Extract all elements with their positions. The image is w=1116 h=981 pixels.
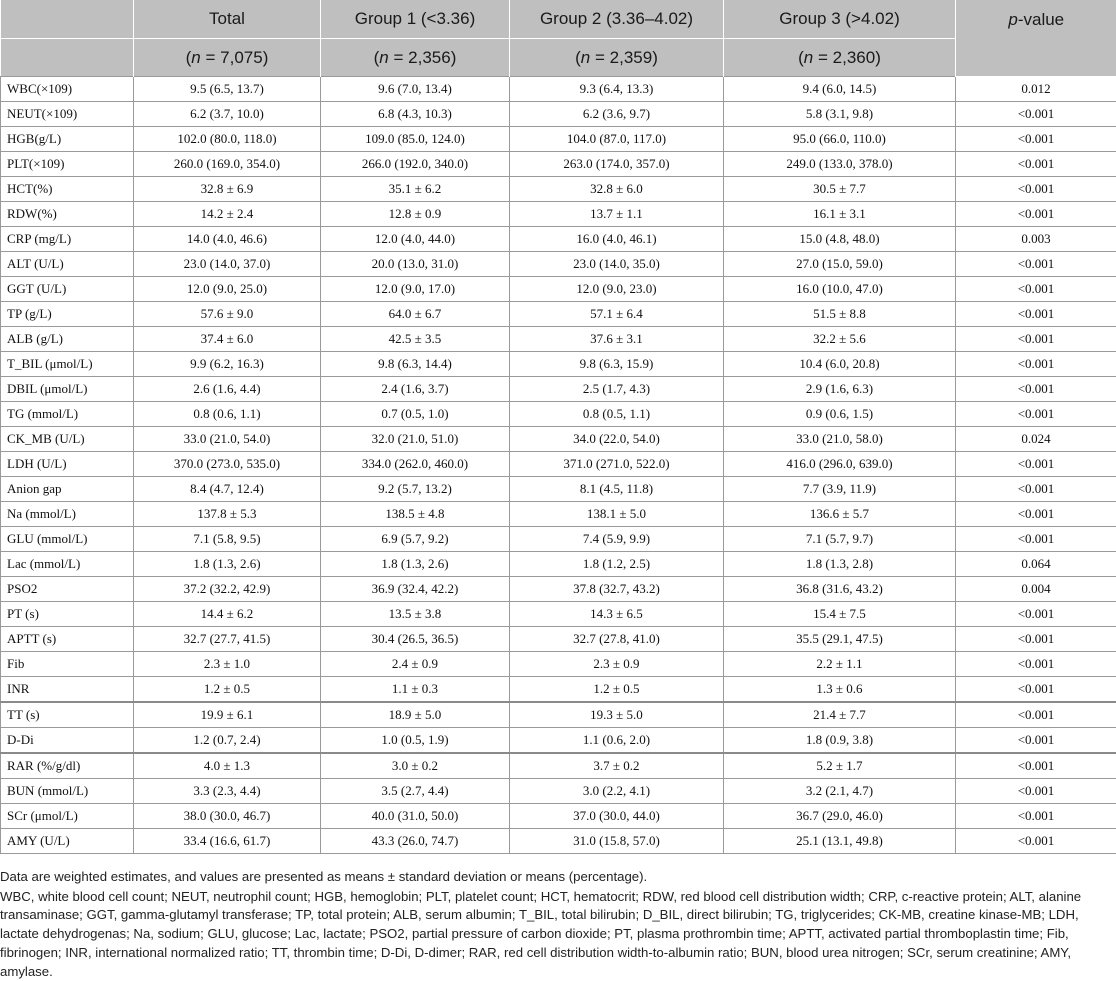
header-total: Total [134, 0, 321, 39]
table-row [1, 352, 1116, 377]
table-cell: 32.2 ± 5.6 [724, 327, 956, 352]
table-cell: 0.8 (0.6, 1.1) [134, 402, 321, 427]
table-cell: 9.9 (6.2, 16.3) [134, 352, 321, 377]
p-value-cell: <0.001 [956, 677, 1116, 703]
row-label: BUN (mmol/L) [1, 779, 134, 804]
row-label: RAR (%/g/dl) [1, 753, 134, 779]
table-cell: 3.3 (2.3, 4.4) [134, 779, 321, 804]
p-value-cell: <0.001 [956, 277, 1116, 302]
table-cell: 20.0 (13.0, 31.0) [321, 252, 510, 277]
table-cell: 21.4 ± 7.7 [724, 702, 956, 728]
table-cell: 10.4 (6.0, 20.8) [724, 352, 956, 377]
table-cell: 19.3 ± 5.0 [510, 702, 724, 728]
table-cell: 13.7 ± 1.1 [510, 202, 724, 227]
row-label: TG (mmol/L) [1, 402, 134, 427]
header-label-blank [1, 0, 134, 39]
p-value-cell: <0.001 [956, 302, 1116, 327]
table-cell: 43.3 (26.0, 74.7) [321, 829, 510, 854]
table-row [1, 252, 1116, 277]
row-label: APTT (s) [1, 627, 134, 652]
table-cell: 3.7 ± 0.2 [510, 753, 724, 779]
p-value-cell: 0.064 [956, 552, 1116, 577]
table-row [1, 753, 1116, 779]
table-cell: 14.0 (4.0, 46.6) [134, 227, 321, 252]
table-row [1, 602, 1116, 627]
header-group-3: Group 3 (>4.02) [724, 0, 956, 39]
p-value-cell: 0.003 [956, 227, 1116, 252]
table-row [1, 302, 1116, 327]
footnote-abbreviations: WBC, white blood cell count; NEUT, neutrophil count; HGB, hemoglobin; PLT, platelet count; HCT, hematocrit; RDW, red blood cell distribution width; CRP, c-reactive protein; ALT, alanine transaminase; GGT, gamma-glutamyl transferase; TP, total protein; ALB, serum albumin; T_BIL, total bilirubin; D_BIL, direct bilirubin; TG, triglycerides; CK-MB, creatine kinase-MB; LDH, lactate dehydrogenas; Na, sodium; GLU, glucose; Lac, lactate; PSO2, partial pressure of carbon dioxide; PT, plasma prothrombin time; APTT, activated partial thromboplastin time; Fib, fibrinogen; INR, international normalized ratio; TT, thrombin time; D-Di, D-dimer; RAR, red cell distribution width-to-albumin ratio; BUN, blood urea nitrogen; SCr, serum creatinine; AMY, amylase. [0, 888, 1116, 981]
table-cell: 51.5 ± 8.8 [724, 302, 956, 327]
table-cell: 109.0 (85.0, 124.0) [321, 127, 510, 152]
table-cell: 371.0 (271.0, 522.0) [510, 452, 724, 477]
table-cell: 23.0 (14.0, 37.0) [134, 252, 321, 277]
table-cell: 266.0 (192.0, 340.0) [321, 152, 510, 177]
table-row [1, 177, 1116, 202]
table-cell: 18.9 ± 5.0 [321, 702, 510, 728]
table-cell: 25.1 (13.1, 49.8) [724, 829, 956, 854]
table-cell: 7.7 (3.9, 11.9) [724, 477, 956, 502]
row-label: DBIL (μmol/L) [1, 377, 134, 402]
table-cell: 32.0 (21.0, 51.0) [321, 427, 510, 452]
table-cell: 32.8 ± 6.0 [510, 177, 724, 202]
table-cell: 249.0 (133.0, 378.0) [724, 152, 956, 177]
table-cell: 37.8 (32.7, 43.2) [510, 577, 724, 602]
table-cell: 27.0 (15.0, 59.0) [724, 252, 956, 277]
table-cell: 32.7 (27.8, 41.0) [510, 627, 724, 652]
row-label: ALB (g/L) [1, 327, 134, 352]
table-row [1, 402, 1116, 427]
table-row [1, 527, 1116, 552]
row-label: HCT(%) [1, 177, 134, 202]
table-cell: 9.8 (6.3, 15.9) [510, 352, 724, 377]
table-cell: 19.9 ± 6.1 [134, 702, 321, 728]
row-label: Na (mmol/L) [1, 502, 134, 527]
header-count-blank [1, 39, 134, 77]
table-cell: 12.8 ± 0.9 [321, 202, 510, 227]
table-cell: 7.4 (5.9, 9.9) [510, 527, 724, 552]
table-cell: 0.8 (0.5, 1.1) [510, 402, 724, 427]
p-value-cell: <0.001 [956, 753, 1116, 779]
table-body [1, 77, 1116, 854]
table-row [1, 152, 1116, 177]
table-cell: 104.0 (87.0, 117.0) [510, 127, 724, 152]
table-cell: 263.0 (174.0, 357.0) [510, 152, 724, 177]
table-row [1, 427, 1116, 452]
table-row [1, 552, 1116, 577]
table-cell: 33.0 (21.0, 58.0) [724, 427, 956, 452]
row-label: Lac (mmol/L) [1, 552, 134, 577]
table-cell: 31.0 (15.8, 57.0) [510, 829, 724, 854]
table-cell: 1.3 ± 0.6 [724, 677, 956, 703]
table-cell: 6.8 (4.3, 10.3) [321, 102, 510, 127]
row-label: TT (s) [1, 702, 134, 728]
table-cell: 2.5 (1.7, 4.3) [510, 377, 724, 402]
table-cell: 33.4 (16.6, 61.7) [134, 829, 321, 854]
p-value-cell: 0.012 [956, 77, 1116, 102]
table-cell: 8.4 (4.7, 12.4) [134, 477, 321, 502]
table-row [1, 779, 1116, 804]
p-value-cell: <0.001 [956, 352, 1116, 377]
row-label: PT (s) [1, 602, 134, 627]
table-cell: 370.0 (273.0, 535.0) [134, 452, 321, 477]
p-value-italic: p [1008, 10, 1017, 29]
p-value-cell: <0.001 [956, 102, 1116, 127]
p-value-cell: <0.001 [956, 804, 1116, 829]
table-cell: 9.4 (6.0, 14.5) [724, 77, 956, 102]
header-count-group-2: (n = 2,359) [510, 39, 724, 77]
table-cell: 9.3 (6.4, 13.3) [510, 77, 724, 102]
p-value-cell: 0.024 [956, 427, 1116, 452]
table-cell: 57.6 ± 9.0 [134, 302, 321, 327]
table-cell: 5.8 (3.1, 9.8) [724, 102, 956, 127]
row-label: Fib [1, 652, 134, 677]
table-cell: 95.0 (66.0, 110.0) [724, 127, 956, 152]
row-label: INR [1, 677, 134, 703]
table-cell: 40.0 (31.0, 50.0) [321, 804, 510, 829]
table-cell: 14.4 ± 6.2 [134, 602, 321, 627]
table-cell: 1.2 ± 0.5 [510, 677, 724, 703]
table-cell: 1.8 (0.9, 3.8) [724, 728, 956, 754]
header-count-total: (n = 7,075) [134, 39, 321, 77]
p-value-cell: <0.001 [956, 252, 1116, 277]
header-count-group-1: (n = 2,356) [321, 39, 510, 77]
table-cell: 1.2 (0.7, 2.4) [134, 728, 321, 754]
p-value-cell: <0.001 [956, 652, 1116, 677]
row-label: ALT (U/L) [1, 252, 134, 277]
header-group-2: Group 2 (3.36–4.02) [510, 0, 724, 39]
table-cell: 16.0 (4.0, 46.1) [510, 227, 724, 252]
table-cell: 2.4 ± 0.9 [321, 652, 510, 677]
table-cell: 1.8 (1.3, 2.6) [134, 552, 321, 577]
table-row [1, 127, 1116, 152]
table-cell: 3.0 (2.2, 4.1) [510, 779, 724, 804]
table-row [1, 477, 1116, 502]
table-cell: 33.0 (21.0, 54.0) [134, 427, 321, 452]
table-cell: 1.0 (0.5, 1.9) [321, 728, 510, 754]
table-cell: 37.6 ± 3.1 [510, 327, 724, 352]
p-value-cell: <0.001 [956, 452, 1116, 477]
table-footnotes [0, 854, 1116, 981]
row-label: Anion gap [1, 477, 134, 502]
header-count-group-3: (n = 2,360) [724, 39, 956, 77]
table-row [1, 577, 1116, 602]
p-value-cell: <0.001 [956, 202, 1116, 227]
table-cell: 1.8 (1.3, 2.8) [724, 552, 956, 577]
table-cell: 9.2 (5.7, 13.2) [321, 477, 510, 502]
table-cell: 14.2 ± 2.4 [134, 202, 321, 227]
table-cell: 334.0 (262.0, 460.0) [321, 452, 510, 477]
table-row [1, 652, 1116, 677]
p-value-cell: <0.001 [956, 152, 1116, 177]
table-cell: 4.0 ± 1.3 [134, 753, 321, 779]
p-value-cell: 0.004 [956, 577, 1116, 602]
table-cell: 37.2 (32.2, 42.9) [134, 577, 321, 602]
table-cell: 37.4 ± 6.0 [134, 327, 321, 352]
p-value-cell: <0.001 [956, 829, 1116, 854]
table-row [1, 702, 1116, 728]
table-cell: 3.2 (2.1, 4.7) [724, 779, 956, 804]
row-label: GGT (U/L) [1, 277, 134, 302]
table-cell: 13.5 ± 3.8 [321, 602, 510, 627]
table-cell: 6.9 (5.7, 9.2) [321, 527, 510, 552]
p-value-cell: <0.001 [956, 327, 1116, 352]
p-value-cell: <0.001 [956, 377, 1116, 402]
row-label: T_BIL (μmol/L) [1, 352, 134, 377]
row-label: NEUT(×109) [1, 102, 134, 127]
table-cell: 7.1 (5.7, 9.7) [724, 527, 956, 552]
table-row [1, 227, 1116, 252]
row-label: HGB(g/L) [1, 127, 134, 152]
table-cell: 12.0 (9.0, 25.0) [134, 277, 321, 302]
table-cell: 3.5 (2.7, 4.4) [321, 779, 510, 804]
p-value-cell: <0.001 [956, 728, 1116, 754]
p-value-cell: <0.001 [956, 477, 1116, 502]
p-value-cell: <0.001 [956, 402, 1116, 427]
header-p-value [956, 0, 1116, 77]
row-label: AMY (U/L) [1, 829, 134, 854]
table-row [1, 102, 1116, 127]
table-cell: 3.0 ± 0.2 [321, 753, 510, 779]
table-cell: 12.0 (9.0, 23.0) [510, 277, 724, 302]
header-row-groups [1, 0, 1116, 39]
row-label: PLT(×109) [1, 152, 134, 177]
table-cell: 1.8 (1.2, 2.5) [510, 552, 724, 577]
table-cell: 34.0 (22.0, 54.0) [510, 427, 724, 452]
table-cell: 37.0 (30.0, 44.0) [510, 804, 724, 829]
table-row [1, 627, 1116, 652]
table-cell: 12.0 (9.0, 17.0) [321, 277, 510, 302]
row-label: D-Di [1, 728, 134, 754]
p-value-cell: <0.001 [956, 702, 1116, 728]
table-cell: 1.8 (1.3, 2.6) [321, 552, 510, 577]
table-cell: 16.0 (10.0, 47.0) [724, 277, 956, 302]
table-cell: 15.4 ± 7.5 [724, 602, 956, 627]
table-cell: 30.5 ± 7.7 [724, 177, 956, 202]
table-cell: 137.8 ± 5.3 [134, 502, 321, 527]
table-cell: 36.8 (31.6, 43.2) [724, 577, 956, 602]
table-cell: 2.3 ± 0.9 [510, 652, 724, 677]
p-value-cell: <0.001 [956, 177, 1116, 202]
table-cell: 5.2 ± 1.7 [724, 753, 956, 779]
table-cell: 416.0 (296.0, 639.0) [724, 452, 956, 477]
table-cell: 30.4 (26.5, 36.5) [321, 627, 510, 652]
table-cell: 8.1 (4.5, 11.8) [510, 477, 724, 502]
table-cell: 23.0 (14.0, 35.0) [510, 252, 724, 277]
table-cell: 138.1 ± 5.0 [510, 502, 724, 527]
row-label: SCr (μmol/L) [1, 804, 134, 829]
table-cell: 0.9 (0.6, 1.5) [724, 402, 956, 427]
table-cell: 2.2 ± 1.1 [724, 652, 956, 677]
p-value-rest: -value [1018, 10, 1064, 29]
header-row-counts [1, 39, 1116, 77]
row-label: WBC(×109) [1, 77, 134, 102]
table-cell: 42.5 ± 3.5 [321, 327, 510, 352]
table-cell: 9.8 (6.3, 14.4) [321, 352, 510, 377]
row-label: PSO2 [1, 577, 134, 602]
p-value-cell: <0.001 [956, 127, 1116, 152]
table-cell: 32.7 (27.7, 41.5) [134, 627, 321, 652]
p-value-cell: <0.001 [956, 779, 1116, 804]
table-cell: 64.0 ± 6.7 [321, 302, 510, 327]
row-label: CRP (mg/L) [1, 227, 134, 252]
table-cell: 0.7 (0.5, 1.0) [321, 402, 510, 427]
table-cell: 32.8 ± 6.9 [134, 177, 321, 202]
table-row [1, 502, 1116, 527]
table-cell: 2.6 (1.6, 4.4) [134, 377, 321, 402]
table-cell: 9.6 (7.0, 13.4) [321, 77, 510, 102]
table-cell: 9.5 (6.5, 13.7) [134, 77, 321, 102]
table-cell: 1.1 (0.6, 2.0) [510, 728, 724, 754]
table-cell: 57.1 ± 6.4 [510, 302, 724, 327]
table-cell: 12.0 (4.0, 44.0) [321, 227, 510, 252]
table-cell: 102.0 (80.0, 118.0) [134, 127, 321, 152]
table-cell: 36.9 (32.4, 42.2) [321, 577, 510, 602]
p-value-cell: <0.001 [956, 502, 1116, 527]
table-cell: 1.1 ± 0.3 [321, 677, 510, 703]
table-cell: 6.2 (3.7, 10.0) [134, 102, 321, 127]
table-cell: 136.6 ± 5.7 [724, 502, 956, 527]
row-label: GLU (mmol/L) [1, 527, 134, 552]
table-cell: 15.0 (4.8, 48.0) [724, 227, 956, 252]
row-label: LDH (U/L) [1, 452, 134, 477]
table-cell: 35.1 ± 6.2 [321, 177, 510, 202]
table-cell: 16.1 ± 3.1 [724, 202, 956, 227]
table-cell: 2.4 (1.6, 3.7) [321, 377, 510, 402]
table-cell: 260.0 (169.0, 354.0) [134, 152, 321, 177]
table-row [1, 804, 1116, 829]
row-label: TP (g/L) [1, 302, 134, 327]
table-cell: 14.3 ± 6.5 [510, 602, 724, 627]
table-cell: 36.7 (29.0, 46.0) [724, 804, 956, 829]
table-cell: 35.5 (29.1, 47.5) [724, 627, 956, 652]
table-row [1, 77, 1116, 102]
table-row [1, 728, 1116, 754]
table-cell: 138.5 ± 4.8 [321, 502, 510, 527]
p-value-cell: <0.001 [956, 602, 1116, 627]
table-row [1, 377, 1116, 402]
footnote-data-description: Data are weighted estimates, and values are presented as means ± standard deviation or means (percentage). [0, 868, 1116, 887]
row-label: RDW(%) [1, 202, 134, 227]
header-group-1: Group 1 (<3.36) [321, 0, 510, 39]
table-row [1, 677, 1116, 703]
row-label: CK_MB (U/L) [1, 427, 134, 452]
table-row [1, 277, 1116, 302]
table-cell: 38.0 (30.0, 46.7) [134, 804, 321, 829]
table-cell: 1.2 ± 0.5 [134, 677, 321, 703]
p-value-cell: <0.001 [956, 527, 1116, 552]
table-cell: 6.2 (3.6, 9.7) [510, 102, 724, 127]
table-row [1, 327, 1116, 352]
table-cell: 2.9 (1.6, 6.3) [724, 377, 956, 402]
table-cell: 7.1 (5.8, 9.5) [134, 527, 321, 552]
p-value-cell: <0.001 [956, 627, 1116, 652]
table-row [1, 829, 1116, 854]
table-row [1, 452, 1116, 477]
table-cell: 2.3 ± 1.0 [134, 652, 321, 677]
table-header [1, 0, 1116, 77]
table-row [1, 202, 1116, 227]
